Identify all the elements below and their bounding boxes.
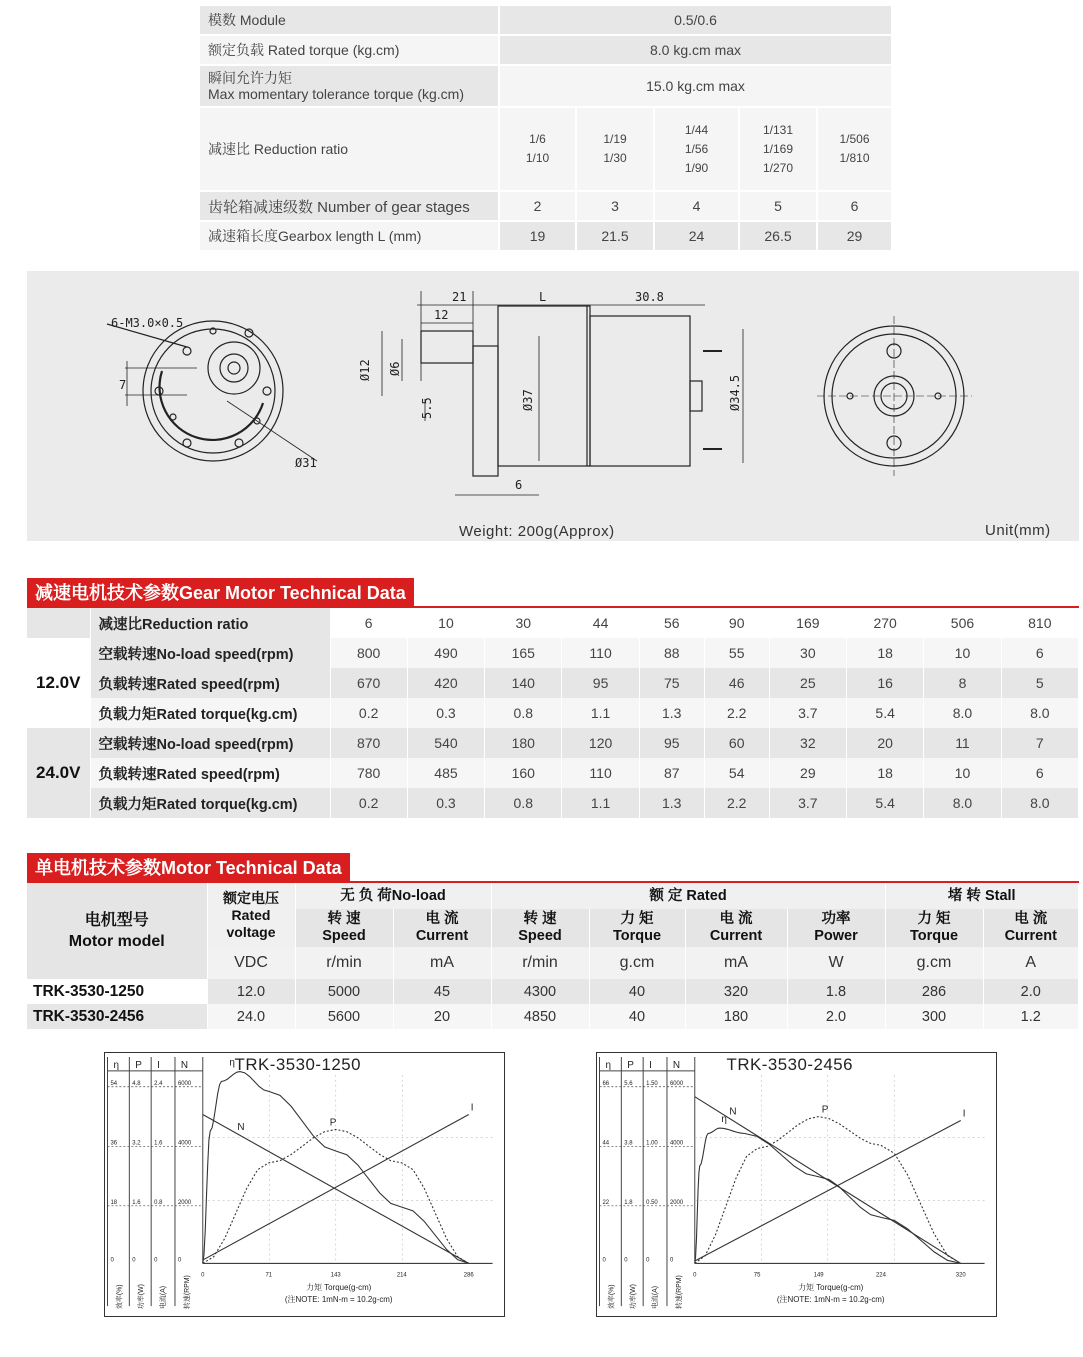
cell: 10	[924, 758, 1001, 788]
dimension-drawing-panel	[27, 271, 1079, 541]
cell: 54	[704, 758, 769, 788]
unit-cell: r/min	[491, 947, 589, 979]
cell: 75	[639, 668, 704, 698]
axis-head: I	[157, 1059, 160, 1071]
axis-head: I	[649, 1059, 652, 1071]
cell: 1.3	[639, 698, 704, 728]
cell: 5.4	[847, 698, 924, 728]
cell: 95	[562, 668, 639, 698]
stages-value: 4	[655, 192, 738, 220]
unit-cell: mA	[685, 947, 787, 979]
axis-tick-label: 3.8	[624, 1140, 633, 1147]
dim-12-label: 12	[434, 308, 449, 322]
unit-cell: VDC	[207, 947, 295, 979]
gear-section-title: 减速电机技术参数Gear Motor Technical Data	[27, 578, 414, 608]
chart-title: TRK-3530-1250	[234, 1054, 361, 1074]
axis-tick-label: 0.8	[154, 1199, 163, 1206]
axis-tick-label: 0	[624, 1257, 628, 1264]
cell: 120	[562, 728, 639, 758]
reduction-label: 减速比 Reduction ratio	[200, 108, 498, 190]
cell: 87	[639, 758, 704, 788]
axis-label: 效率(%)	[608, 1284, 616, 1310]
cell: 7	[1001, 728, 1078, 758]
module-label: 模数 Module	[200, 6, 498, 34]
axis-tick-label: 4000	[177, 1140, 192, 1147]
cell: 0.8	[485, 788, 562, 818]
axis-label: 功率(W)	[630, 1284, 638, 1310]
axis-head: N	[180, 1059, 189, 1071]
axis-tick-label: 66	[602, 1080, 610, 1087]
cell: 20	[847, 728, 924, 758]
dia-37-label: Ø37	[521, 389, 535, 411]
ratio-value: 270	[847, 608, 924, 638]
cell: 40	[589, 1004, 685, 1029]
col-header: 电 流 Current	[685, 909, 787, 947]
length-value: 24	[655, 222, 738, 250]
cell: 3.7	[769, 698, 846, 728]
cell: 11	[924, 728, 1001, 758]
axis-tick-label: 36	[110, 1140, 118, 1147]
axis-tick-label: 0	[132, 1257, 136, 1264]
axis-tick-label: 1.8	[624, 1199, 633, 1206]
x-tick-label: 0	[693, 1272, 697, 1279]
motor-data-table	[27, 883, 1079, 1029]
cell: 18	[847, 638, 924, 668]
series-label: P	[821, 1104, 829, 1116]
series-label: P	[329, 1117, 337, 1129]
ratio-value: 44	[562, 608, 639, 638]
axis-label: 电流(A)	[652, 1285, 660, 1310]
axis-tick-label: 6000	[669, 1080, 684, 1087]
reduction-group-5: 1/506 1/810	[818, 108, 891, 190]
cell: 2.0	[787, 1004, 885, 1029]
dim-6-label: 6	[515, 478, 523, 492]
gear-data-table	[27, 608, 1079, 818]
reduction-group-2: 1/19 1/30	[577, 108, 653, 190]
cell: 286	[885, 979, 983, 1004]
cell: 2.2	[704, 788, 769, 818]
axis-label: 转速(RPM)	[675, 1275, 683, 1310]
col-header: 转 速 Speed	[295, 909, 393, 947]
rated-torque-value: 8.0 kg.cm max	[500, 36, 891, 64]
row-label: 空载转速No-load speed(rpm)	[90, 638, 330, 668]
cell: 8.0	[924, 698, 1001, 728]
axis-tick-label: 6000	[177, 1080, 192, 1087]
stages-value: 2	[500, 192, 575, 220]
unit-cell: r/min	[295, 947, 393, 979]
cell: 25	[769, 668, 846, 698]
cell: 0.2	[330, 698, 407, 728]
axis-tick-label: 5.6	[624, 1080, 633, 1087]
series-label: η	[229, 1057, 235, 1069]
x-tick-label: 286	[463, 1272, 474, 1279]
rated-torque-label: 额定负载 Rated torque (kg.cm)	[200, 36, 498, 64]
length-label: 减速箱长度Gearbox length L (mm)	[200, 222, 498, 250]
stages-value: 5	[740, 192, 816, 220]
cell: 6	[1001, 638, 1078, 668]
axis-tick-label: 0	[154, 1257, 158, 1264]
cell: 490	[407, 638, 484, 668]
row-label: 负载力矩Rated torque(kg.cm)	[90, 788, 330, 818]
reduction-group-4: 1/131 1/169 1/270	[740, 108, 816, 190]
cell: 0.2	[330, 788, 407, 818]
length-value: 29	[818, 222, 891, 250]
col-header: 功率 Power	[787, 909, 885, 947]
cell: 5.4	[847, 788, 924, 818]
axis-tick-label: 1.6	[132, 1199, 141, 1206]
x-axis-label: 力矩 Torque(g-cm)	[306, 1283, 372, 1293]
axis-tick-label: 1.00	[646, 1140, 658, 1147]
unit-cell: g.cm	[885, 947, 983, 979]
noload-header: 无 负 荷No-load	[295, 883, 491, 909]
cell: 12.0	[207, 979, 295, 1004]
cell: 4300	[491, 979, 589, 1004]
x-axis-label: 力矩 Torque(g-cm)	[798, 1283, 864, 1293]
axis-head: N	[672, 1059, 681, 1071]
x-tick-label: 214	[396, 1272, 407, 1279]
cell: 16	[847, 668, 924, 698]
cell: 10	[924, 638, 1001, 668]
cell: 780	[330, 758, 407, 788]
col-header: 电 流 Current	[983, 909, 1079, 947]
axis-tick-label: 54	[110, 1080, 118, 1087]
cell: 180	[485, 728, 562, 758]
axis-tick-label: 18	[110, 1199, 118, 1206]
col-header: 力 矩 Torque	[589, 909, 685, 947]
dia-34-5-label: Ø34.5	[728, 374, 742, 411]
max-torque-label-cn: 瞬间允许力矩	[208, 70, 292, 86]
cell: 485	[407, 758, 484, 788]
cell: 2.2	[704, 698, 769, 728]
voltage-12v: 12.0V	[27, 638, 90, 728]
cell: 2.0	[983, 979, 1079, 1004]
axis-tick-label: 0	[669, 1257, 674, 1264]
axis-tick-label: 1.50	[646, 1080, 658, 1087]
x-tick-label: 224	[875, 1272, 886, 1279]
axis-tick-label: 2.4	[154, 1080, 163, 1087]
cell: 420	[407, 668, 484, 698]
x-tick-label: 143	[330, 1272, 341, 1279]
cell: 110	[562, 638, 639, 668]
axis-tick-label: 1.6	[154, 1140, 163, 1147]
front-hub-inner	[220, 354, 248, 382]
ratio-value: 810	[1001, 608, 1078, 638]
reduction-group-3: 1/44 1/56 1/90	[655, 108, 738, 190]
cell: 1.1	[562, 698, 639, 728]
cell: 165	[485, 638, 562, 668]
weight-label: Weight: 200g(Approx)	[459, 523, 615, 540]
max-torque-label	[200, 66, 498, 106]
ratio-value: 30	[485, 608, 562, 638]
cell: 0.3	[407, 698, 484, 728]
dim-21-label: 21	[452, 290, 467, 304]
length-value: 21.5	[577, 222, 653, 250]
cell: 88	[639, 638, 704, 668]
holes-label: 6-M3.0×0.5	[111, 316, 184, 330]
ratio-value: 56	[639, 608, 704, 638]
axis-head: P	[135, 1059, 142, 1071]
row-label: 空载转速No-load speed(rpm)	[90, 728, 330, 758]
motor-section-title: 单电机技术参数Motor Technical Data	[27, 853, 350, 883]
x-tick-label: 0	[201, 1272, 205, 1279]
x-tick-label: 71	[265, 1272, 273, 1279]
series-line	[695, 1097, 961, 1264]
axis-tick-label: 0.50	[646, 1199, 658, 1206]
cell: 8	[924, 668, 1001, 698]
cell: 40	[589, 979, 685, 1004]
spec-table	[198, 4, 893, 252]
axis-tick-label: 4000	[669, 1140, 684, 1147]
cell: 110	[562, 758, 639, 788]
axis-tick-label: 2000	[177, 1199, 192, 1206]
dim-31-label: Ø31	[295, 456, 317, 470]
performance-chart-2456	[596, 1052, 997, 1317]
dimension-drawing	[27, 271, 1079, 541]
stages-label: 齿轮箱减速级数 Number of gear stages	[200, 192, 498, 220]
cell: 1.2	[983, 1004, 1079, 1029]
performance-chart-1250	[104, 1052, 505, 1317]
cell: 6	[1001, 758, 1078, 788]
chart-note: (注NOTE: 1mN-m = 10.2g-cm)	[776, 1295, 885, 1305]
axis-tick-label: 4.8	[132, 1080, 141, 1087]
cell: 180	[685, 1004, 787, 1029]
x-tick-label: 320	[955, 1272, 966, 1279]
cell: 5000	[295, 979, 393, 1004]
cell: 46	[704, 668, 769, 698]
series-label: N	[729, 1106, 737, 1118]
ratio-value: 10	[407, 608, 484, 638]
max-torque-value: 15.0 kg.cm max	[500, 66, 891, 106]
axis-label: 功率(W)	[138, 1284, 146, 1310]
cell: 95	[639, 728, 704, 758]
cell: 320	[685, 979, 787, 1004]
chart-title: TRK-3530-2456	[726, 1054, 853, 1074]
cell: 5600	[295, 1004, 393, 1029]
axis-tick-label: 44	[602, 1140, 610, 1147]
cell: 60	[704, 728, 769, 758]
axis-label: 电流(A)	[160, 1285, 168, 1310]
cell: 55	[704, 638, 769, 668]
cell: 8.0	[924, 788, 1001, 818]
chart-note: (注NOTE: 1mN-m = 10.2g-cm)	[284, 1295, 393, 1305]
cell: 0.3	[407, 788, 484, 818]
axis-label: 效率(%)	[116, 1284, 124, 1310]
axis-tick-label: 0	[177, 1257, 182, 1264]
model-header: 电机型号 Motor model	[27, 883, 207, 979]
cell: 0.8	[485, 698, 562, 728]
axis-tick-label: 0	[602, 1257, 606, 1264]
series-label: η	[721, 1114, 727, 1126]
stall-header: 堵 转 Stall	[885, 883, 1079, 909]
series-label: N	[237, 1121, 245, 1133]
col-header: 电 流 Current	[393, 909, 491, 947]
model-name: TRK-3530-2456	[27, 1004, 207, 1029]
voltage-header: 额定电压 Rated voltage	[207, 883, 295, 947]
cell: 18	[847, 758, 924, 788]
cell: 800	[330, 638, 407, 668]
cell: 1.3	[639, 788, 704, 818]
reduction-group-1: 1/6 1/10	[500, 108, 575, 190]
dim-5-5-label: 5.5	[420, 397, 434, 419]
cell: 5	[1001, 668, 1078, 698]
cell: 8.0	[1001, 698, 1078, 728]
dim-7-label: 7	[119, 378, 127, 392]
col-header: 力 矩 Torque	[885, 909, 983, 947]
cell: 3.7	[769, 788, 846, 818]
cell: 20	[393, 1004, 491, 1029]
length-value: 26.5	[740, 222, 816, 250]
axis-head: P	[627, 1059, 634, 1071]
dia-6-label: Ø6	[388, 361, 402, 376]
unit-cell: g.cm	[589, 947, 685, 979]
ratio-value: 90	[704, 608, 769, 638]
cell: 8.0	[1001, 788, 1078, 818]
axis-tick-label: 2000	[669, 1199, 684, 1206]
cell: 670	[330, 668, 407, 698]
series-label: I	[962, 1108, 966, 1120]
cell: 4850	[491, 1004, 589, 1029]
cell: 140	[485, 668, 562, 698]
col-header: 转 速 Speed	[491, 909, 589, 947]
cell: 45	[393, 979, 491, 1004]
cell: 160	[485, 758, 562, 788]
axis-tick-label: 0	[646, 1257, 650, 1264]
front-inner-circle	[151, 329, 275, 453]
cell: 300	[885, 1004, 983, 1029]
ratio-value: 6	[330, 608, 407, 638]
axis-head: η	[113, 1059, 119, 1071]
unit-cell: mA	[393, 947, 491, 979]
dim-l-label: L	[539, 290, 547, 304]
stages-value: 6	[818, 192, 891, 220]
unit-cell: A	[983, 947, 1079, 979]
axis-tick-label: 22	[602, 1199, 610, 1206]
ratio-value: 169	[769, 608, 846, 638]
cell: 1.1	[562, 788, 639, 818]
axis-tick-label: 0	[110, 1257, 114, 1264]
cell: 24.0	[207, 1004, 295, 1029]
module-value: 0.5/0.6	[500, 6, 891, 34]
row-label: 负载转速Rated speed(rpm)	[90, 758, 330, 788]
dim-30-8-label: 30.8	[635, 290, 664, 304]
length-value: 19	[500, 222, 575, 250]
row-label: 负载力矩Rated torque(kg.cm)	[90, 698, 330, 728]
voltage-24v: 24.0V	[27, 728, 90, 818]
rated-header: 额 定 Rated	[491, 883, 885, 909]
row-label: 负载转速Rated speed(rpm)	[90, 668, 330, 698]
ratio-value: 506	[924, 608, 1001, 638]
x-tick-label: 149	[813, 1272, 824, 1279]
axis-tick-label: 3.2	[132, 1140, 141, 1147]
axis-label: 转速(RPM)	[183, 1275, 191, 1310]
unit-label: Unit(mm)	[985, 522, 1051, 539]
cell: 29	[769, 758, 846, 788]
cell: 30	[769, 638, 846, 668]
cell: 1.8	[787, 979, 885, 1004]
cell: 540	[407, 728, 484, 758]
dia-12-label: Ø12	[358, 359, 372, 381]
cell: 32	[769, 728, 846, 758]
x-tick-label: 75	[753, 1272, 761, 1279]
front-shaft	[228, 362, 240, 374]
cell: 870	[330, 728, 407, 758]
stages-value: 3	[577, 192, 653, 220]
axis-head: η	[605, 1059, 611, 1071]
unit-cell: W	[787, 947, 885, 979]
max-torque-label-en: Max momentary tolerance torque (kg.cm)	[208, 86, 464, 102]
model-name: TRK-3530-1250	[27, 979, 207, 1004]
front-hub-outer	[208, 342, 260, 394]
ratio-label: 减速比Reduction ratio	[90, 608, 330, 638]
ratio-corner	[27, 608, 90, 638]
series-label: I	[470, 1102, 474, 1114]
